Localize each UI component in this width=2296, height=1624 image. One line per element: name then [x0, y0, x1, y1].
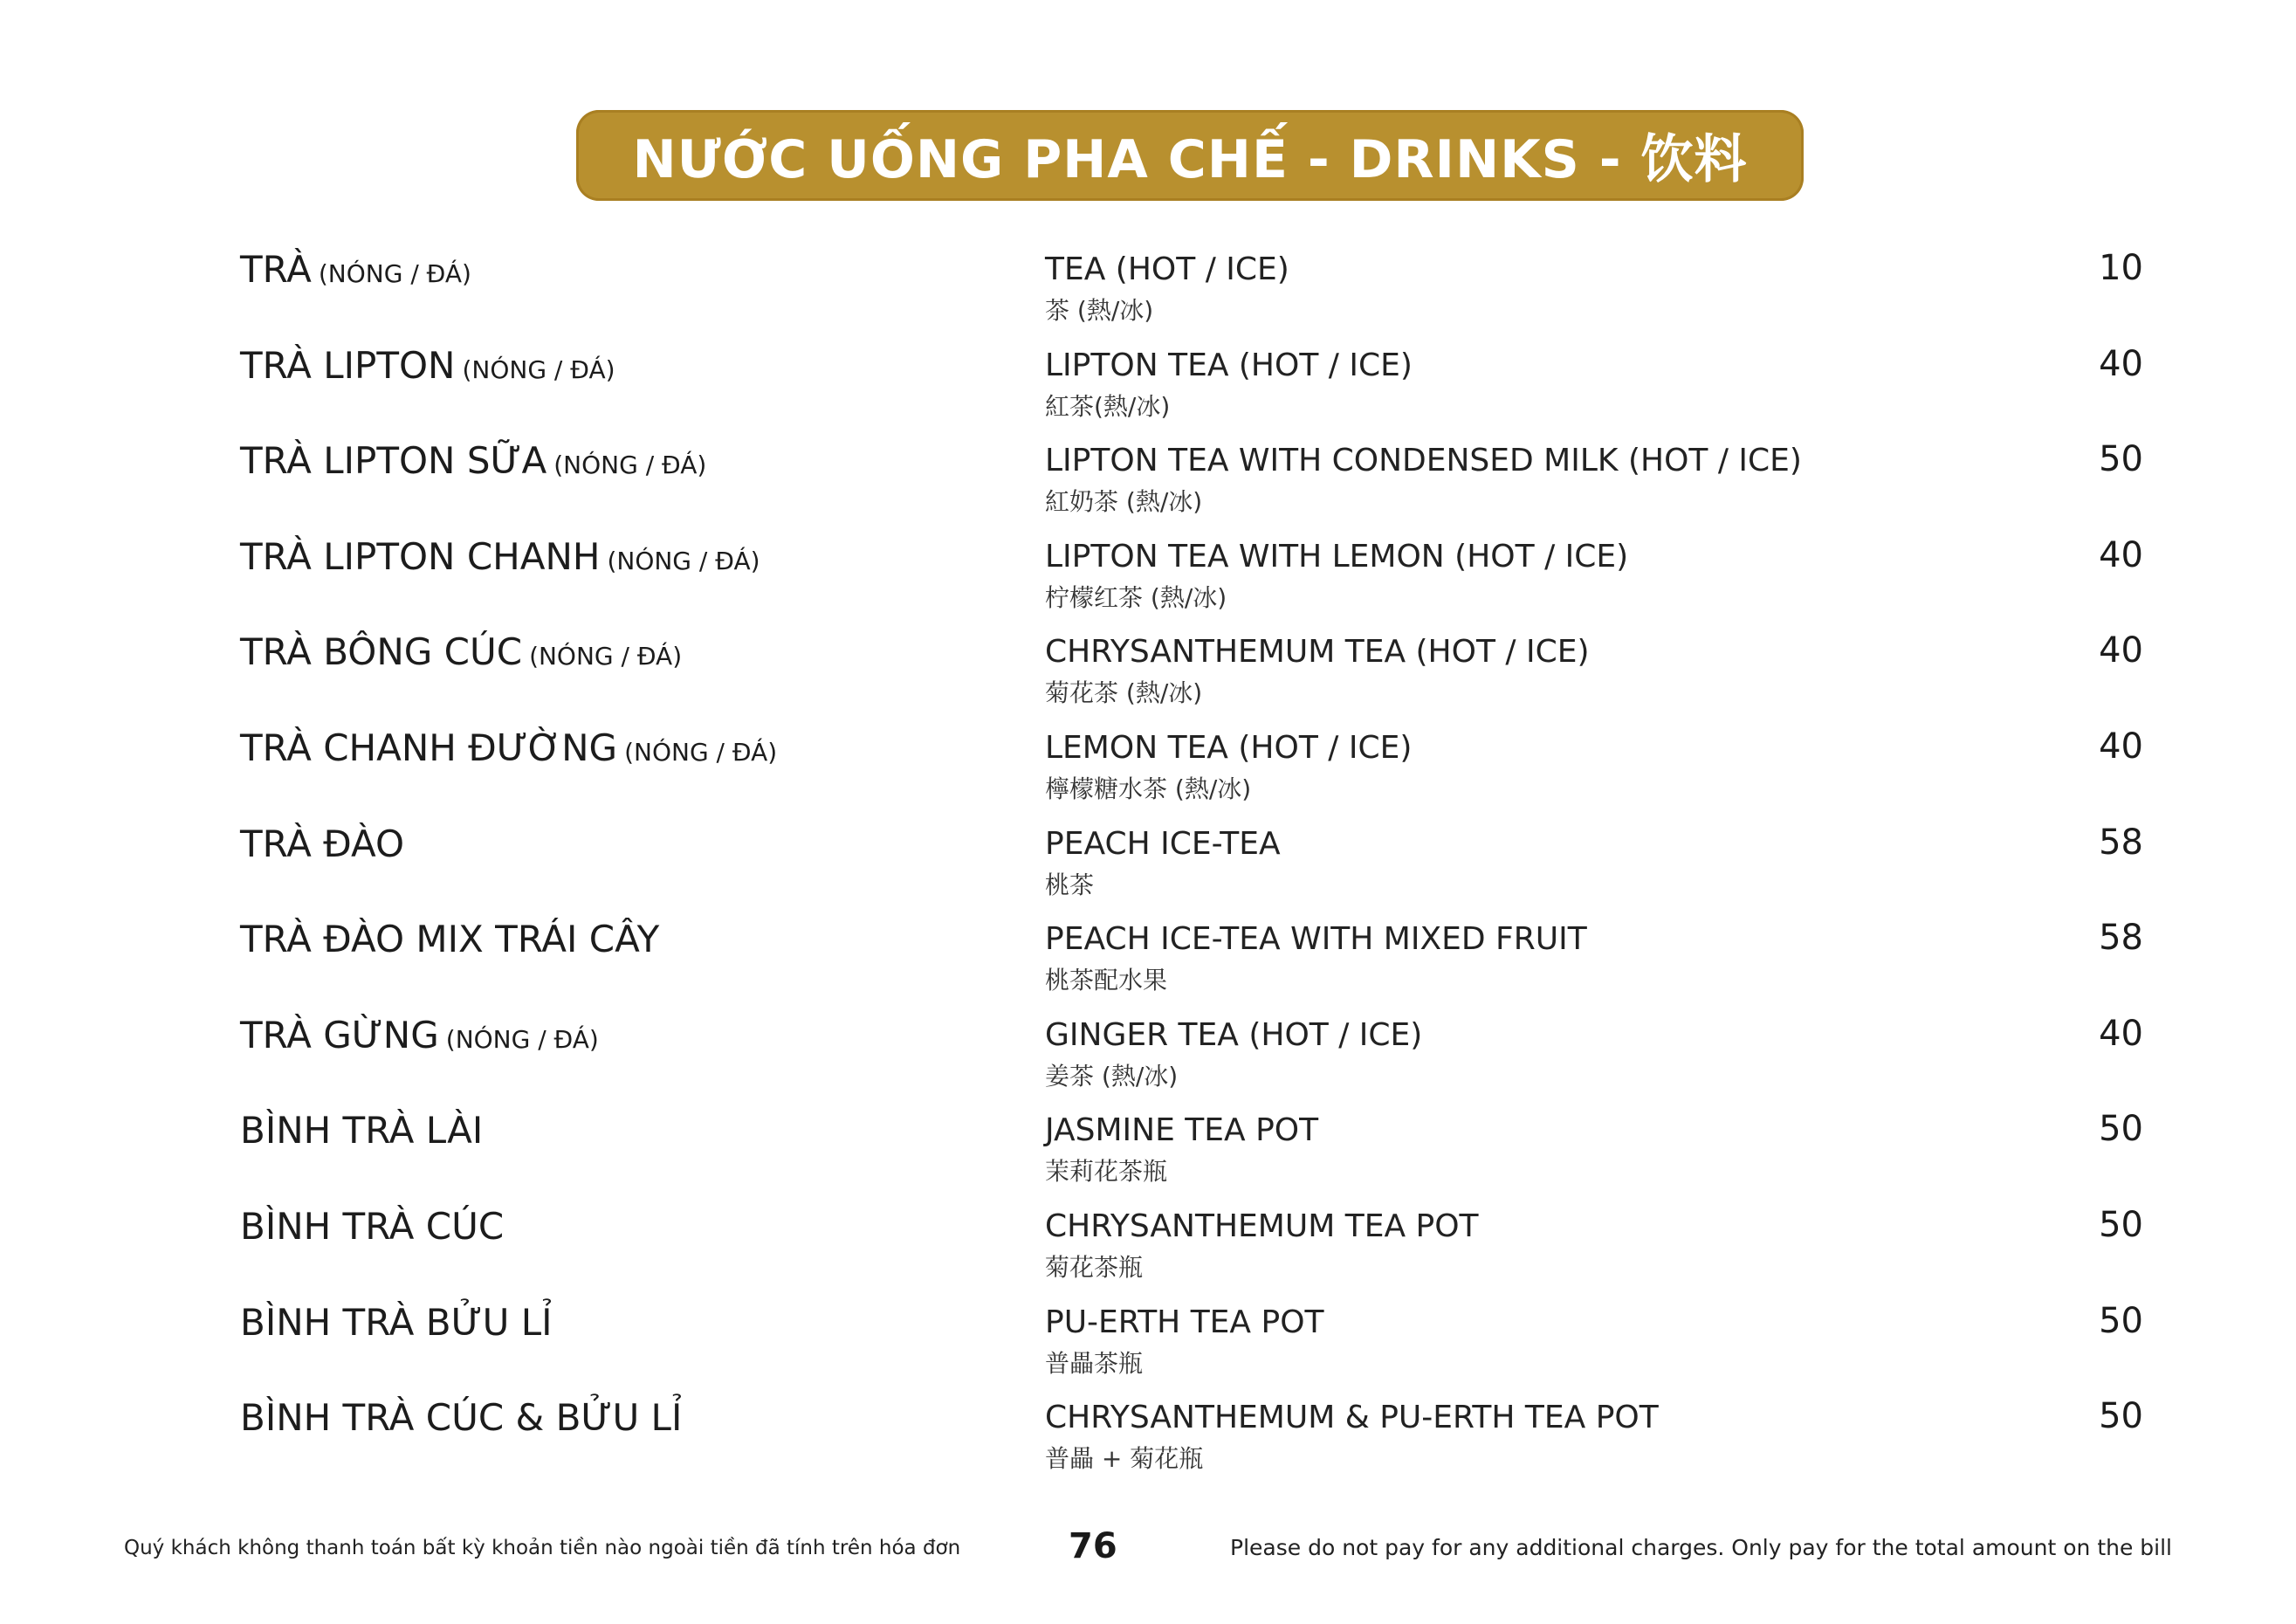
item-english-name: LIPTON TEA WITH LEMON (HOT / ICE)	[1045, 538, 1629, 575]
item-vietnamese-name	[240, 248, 471, 291]
item-vn-note: (NÓNG / ĐÁ)	[318, 259, 471, 288]
item-english-name: PEACH ICE-TEA	[1045, 825, 1281, 862]
item-chinese-name: 茶 (熱/冰)	[1045, 296, 1154, 325]
item-vn-label: TRÀ BÔNG CÚC	[240, 630, 523, 674]
item-chinese-name: 檸檬糖水茶 (熱/冰)	[1045, 774, 1252, 803]
item-vietnamese-name	[240, 822, 411, 865]
menu-item	[0, 530, 2296, 626]
item-english-name: CHRYSANTHEMUM & PU-ERTH TEA POT	[1045, 1400, 1659, 1436]
item-vn-label: TRÀ	[240, 248, 312, 291]
item-chinese-name: 紅茶(熱/冰)	[1045, 391, 1171, 421]
item-vietnamese-name	[240, 918, 666, 960]
item-price: 50	[2099, 1396, 2143, 1437]
item-vn-note: (NÓNG / ĐÁ)	[553, 451, 707, 480]
item-chinese-name: 普畾 + 菊花瓶	[1045, 1444, 1204, 1474]
menu-item	[0, 339, 2296, 435]
item-price: 50	[2099, 1300, 2143, 1341]
item-vietnamese-name	[240, 1014, 599, 1056]
item-price: 10	[2099, 248, 2143, 288]
item-price: 40	[2099, 343, 2143, 384]
menu-item	[0, 243, 2296, 339]
item-chinese-name: 桃茶配水果	[1045, 966, 1168, 995]
item-english-name: CHRYSANTHEMUM TEA (HOT / ICE)	[1045, 634, 1590, 671]
item-vietnamese-name	[240, 535, 760, 578]
item-english-name: LIPTON TEA WITH CONDENSED MILK (HOT / ICE)	[1045, 443, 1802, 479]
item-vietnamese-name	[240, 726, 777, 769]
item-vietnamese-name	[240, 344, 615, 387]
item-vn-note: (NÓNG / ĐÁ)	[624, 737, 778, 767]
item-chinese-name: 普畾茶瓶	[1045, 1348, 1144, 1378]
item-chinese-name: 茉莉花茶瓶	[1045, 1157, 1168, 1187]
item-vn-label: TRÀ ĐÀO MIX TRÁI CÂY	[240, 918, 660, 961]
item-chinese-name: 柠檬红茶 (熱/冰)	[1045, 582, 1227, 612]
item-english-name: TEA (HOT / ICE)	[1045, 251, 1289, 287]
item-english-name: GINGER TEA (HOT / ICE)	[1045, 1016, 1423, 1053]
title-banner	[576, 110, 1804, 201]
item-vn-note: (NÓNG / ĐÁ)	[529, 642, 683, 671]
item-price: 40	[2099, 630, 2143, 671]
item-vietnamese-name	[240, 1205, 511, 1248]
item-price: 50	[2099, 1204, 2143, 1245]
item-vn-label: TRÀ LIPTON SỮA	[240, 439, 547, 483]
item-english-name: PU-ERTH TEA POT	[1045, 1304, 1324, 1340]
item-english-name: JASMINE TEA POT	[1045, 1112, 1319, 1149]
item-vietnamese-name	[240, 1396, 689, 1439]
menu-item	[0, 817, 2296, 913]
item-price: 40	[2099, 534, 2143, 575]
item-vn-label: BÌNH TRÀ LÀI	[240, 1109, 484, 1153]
menu-item	[0, 721, 2296, 817]
item-vn-label: TRÀ GỪNG	[240, 1013, 439, 1056]
item-english-name: CHRYSANTHEMUM TEA POT	[1045, 1208, 1479, 1244]
item-vietnamese-name	[240, 1301, 560, 1344]
drinks-menu-list	[0, 243, 2296, 1487]
item-vn-label: TRÀ LIPTON	[240, 343, 456, 387]
item-english-name: LIPTON TEA (HOT / ICE)	[1045, 347, 1413, 383]
item-vn-label: TRÀ ĐÀO	[240, 822, 405, 865]
menu-item	[0, 1391, 2296, 1487]
item-vn-label: BÌNH TRÀ CÚC	[240, 1204, 505, 1248]
item-price: 50	[2099, 1109, 2143, 1150]
menu-item	[0, 434, 2296, 530]
item-chinese-name: 菊花茶 (熱/冰)	[1045, 678, 1203, 708]
item-vietnamese-name	[240, 1109, 490, 1152]
footer-vietnamese-notice: Quý khách không thanh toán bất kỳ khoản tiền nào ngoài tiền đã tính trên hóa đơn	[124, 1537, 961, 1559]
item-chinese-name: 姜茶 (熱/冰)	[1045, 1061, 1179, 1091]
item-chinese-name: 紅奶茶 (熱/冰)	[1045, 487, 1203, 517]
item-vietnamese-name	[240, 630, 682, 673]
page-number: 76	[1069, 1526, 1117, 1566]
item-vn-label: TRÀ LIPTON CHANH	[240, 534, 601, 578]
page-title: NƯỚC UỐNG PHA CHẾ - DRINKS - 饮料	[632, 129, 1748, 190]
item-vn-label: BÌNH TRÀ BỬU LỈ	[240, 1300, 553, 1344]
item-english-name: PEACH ICE-TEA WITH MIXED FRUIT	[1045, 921, 1587, 958]
item-chinese-name: 菊花茶瓶	[1045, 1252, 1144, 1282]
item-price: 40	[2099, 1013, 2143, 1054]
menu-item	[0, 1104, 2296, 1200]
item-price: 50	[2099, 439, 2143, 480]
menu-item	[0, 912, 2296, 1008]
item-vn-note: (NÓNG / ĐÁ)	[445, 1024, 599, 1054]
menu-item	[0, 625, 2296, 721]
item-vietnamese-name	[240, 439, 706, 482]
menu-item	[0, 1296, 2296, 1392]
menu-item	[0, 1200, 2296, 1296]
item-vn-note: (NÓNG / ĐÁ)	[462, 354, 615, 384]
item-chinese-name: 桃茶	[1045, 870, 1095, 899]
item-vn-note: (NÓNG / ĐÁ)	[607, 546, 760, 575]
item-english-name: LEMON TEA (HOT / ICE)	[1045, 729, 1413, 766]
item-price: 58	[2099, 918, 2143, 959]
footer-english-notice: Please do not pay for any additional charges. Only pay for the total amount on the bill	[1230, 1535, 2172, 1560]
item-price: 40	[2099, 726, 2143, 767]
item-price: 58	[2099, 822, 2143, 863]
item-vn-label: TRÀ CHANH ĐƯỜNG	[240, 726, 618, 769]
menu-item	[0, 1008, 2296, 1104]
item-vn-label: BÌNH TRÀ CÚC & BỬU LỈ	[240, 1396, 683, 1440]
